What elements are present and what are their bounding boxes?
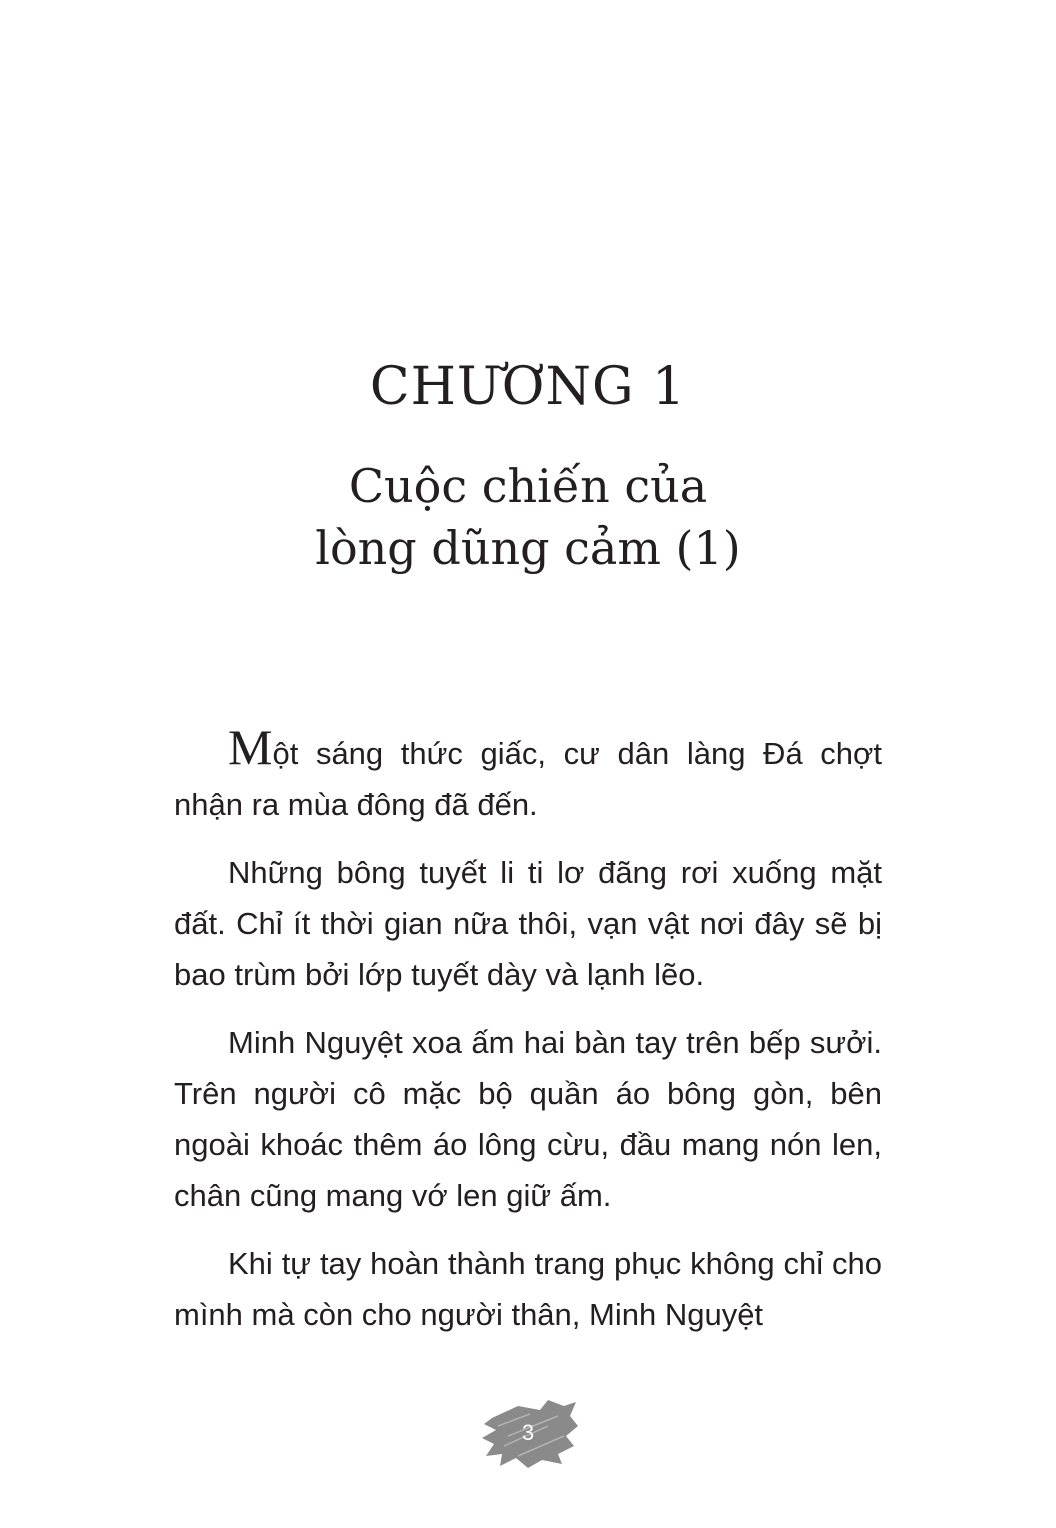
- chapter-title-line-2: lòng dũng cảm (1): [315, 521, 741, 575]
- page-number-badge: [478, 1396, 582, 1470]
- paragraph-1: [174, 719, 882, 830]
- drop-cap: M: [228, 719, 273, 775]
- paragraph-1-text: ột sáng thức giấc, cư dân làng Đá chợt nhận ra mùa đông đã đến.: [174, 736, 882, 822]
- paragraph-4: Khi tự tay hoàn thành trang phục không chỉ cho mình mà còn cho người thân, Minh Nguyệt: [174, 1246, 882, 1332]
- body-text: [174, 719, 882, 1357]
- chapter-title-line-1: Cuộc chiến của: [348, 459, 708, 513]
- paragraph-3: Minh Nguyệt xoa ấm hai bàn tay trên bếp sưởi. Trên người cô mặc bộ quần áo bông gòn, bên ngoài khoác thêm áo lông cừu, đầu mang nón len, chân cũng mang vớ len giữ ấm.: [174, 1025, 882, 1213]
- chapter-title: [0, 455, 1056, 579]
- page-number: 3: [521, 1420, 535, 1445]
- paragraph-2: Những bông tuyết li ti lơ đãng rơi xuống mặt đất. Chỉ ít thời gian nữa thôi, vạn vật nơi đây sẽ bị bao trùm bởi lớp tuyết dày và lạnh lẽo.: [174, 855, 882, 992]
- chapter-label: CHƯƠNG 1: [369, 357, 687, 417]
